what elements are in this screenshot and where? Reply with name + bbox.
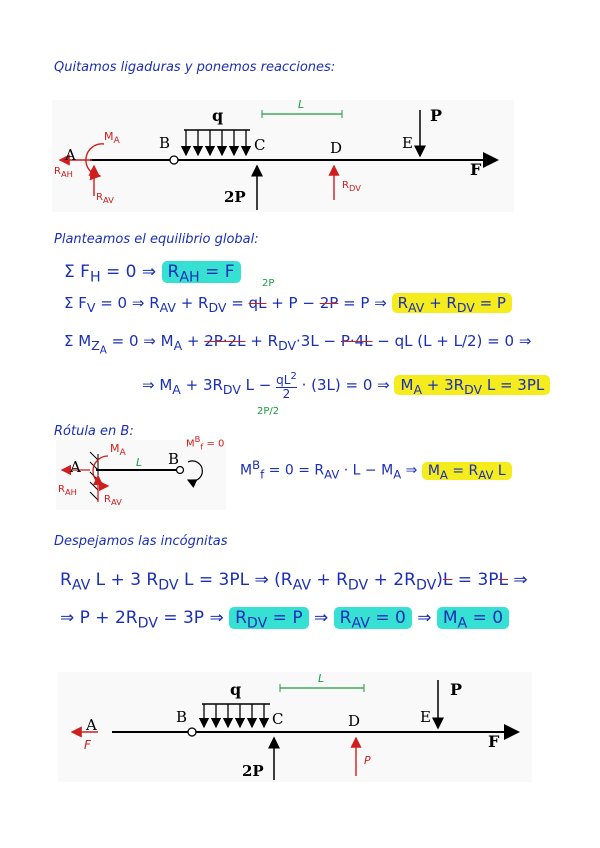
- hinge-label-rah: $R_{AH}$: [58, 484, 77, 497]
- sol-node-d: D: [348, 712, 361, 730]
- sol-node-c: C: [272, 710, 284, 728]
- node-d: D: [330, 139, 343, 157]
- sol-label-p-up: P: [364, 754, 371, 767]
- result-ma-rav-l: $M_A = R_{AV}$ L: [422, 462, 512, 480]
- hinge-label-ma: $M_A$: [110, 442, 126, 459]
- sol-label-f: F: [488, 732, 500, 751]
- heading-equilibrio: Planteamos el equilibrio global:: [54, 232, 259, 247]
- hinge-label-l: L: [136, 456, 143, 469]
- label-p: P: [430, 106, 443, 125]
- label-rav: $R_{AV}$: [96, 192, 114, 205]
- label-l: L: [298, 98, 305, 111]
- equation-solve-line1: $R_{AV}$ L + 3 $R_{DV}$ L = 3PL ⇒ $(R_{AV} + R_{DV} + 2R_{DV})L = 3PL$ ⇒: [60, 570, 528, 594]
- note-2p-half: 2P/2: [257, 406, 280, 417]
- hinge-node-a: A: [70, 458, 81, 476]
- sol-label-l: L: [318, 672, 325, 685]
- label-rdv: $R_{DV}$: [342, 180, 361, 193]
- node-e: E: [402, 134, 413, 152]
- beam-diagram-reactions: [52, 100, 514, 212]
- label-f: F: [470, 160, 482, 179]
- heading-reacciones: Quitamos ligaduras y ponemos reacciones:: [54, 60, 336, 75]
- result-rav: $R_{AV} = 0$: [334, 607, 412, 629]
- equation-moment-result: ⇒ $M_A + 3R_{DV}$ L − $\frac{qL^2}{2}$ · (3L) = 0 ⇒ $M_A + 3R_{DV}$ L = 3PL: [142, 370, 550, 401]
- result-rav-rdv: $R_{AV} + R_{DV} = P$: [392, 293, 512, 313]
- equation-hinge-moment: $M^B_f = 0 = R_{AV} \cdot L - M_A$ ⇒ $M_A = R_{AV}$ L: [240, 458, 512, 481]
- sol-label-2p: 2P: [242, 762, 264, 780]
- sol-label-p: P: [450, 680, 463, 699]
- node-c: C: [254, 136, 266, 154]
- node-b: B: [159, 134, 171, 152]
- sol-node-e: E: [420, 708, 431, 726]
- beam-diagram-svg: [52, 100, 514, 212]
- equation-sum-fv: Σ $F_V = 0$ ⇒ $R_{AV} + R_{DV}$ = qL + P − 2P = P ⇒ $R_{AV} + R_{DV} = P$: [64, 294, 512, 315]
- hinge-label-rav: $R_{AV}$: [104, 494, 122, 507]
- heading-despejamos: Despejamos las incógnitas: [54, 534, 228, 549]
- node-a: A: [65, 146, 76, 164]
- hinge-label-mfb: $M^B_f = 0$: [186, 434, 225, 452]
- result-rah: $R_{AH} = F$: [162, 261, 241, 283]
- result-ma: $M_A = 0$: [437, 607, 509, 629]
- sol-label-q: q: [230, 680, 242, 699]
- sol-label-f-left: F: [84, 738, 91, 752]
- label-rah: $R_{AH}$: [54, 166, 73, 179]
- label-ma: $M_A$: [104, 130, 120, 147]
- result-ma-3rdv: $M_A + 3R_{DV}$ L = 3PL: [394, 375, 550, 395]
- sol-node-a: A: [86, 716, 97, 734]
- result-rdv: $R_{DV} = P$: [229, 607, 308, 629]
- hinge-b: [170, 156, 178, 164]
- equation-sum-fh: Σ $F_H = 0$ ⇒ $R_{AH} = F$: [64, 262, 241, 285]
- equation-sum-mz: Σ $M_{Z_A} = 0$ ⇒ $M_A + 2P\cdot 2L + R_{DV}\cdot 3L - P\cdot 4L$ − qL (L + L/2) = 0 ⇒: [64, 332, 532, 357]
- equation-solve-line2: ⇒ $P + 2R_{DV} = 3P$ ⇒ $R_{DV} = P$ ⇒ $R_{AV} = 0$ ⇒ $M_A = 0$: [60, 608, 509, 631]
- label-q: q: [212, 106, 224, 125]
- note-2p: 2P: [262, 278, 275, 289]
- label-2p: 2P: [224, 188, 246, 206]
- beam-diagram-solution: [58, 672, 532, 782]
- heading-rotula: Rótula en B:: [54, 424, 134, 439]
- hinge-node-b: B: [168, 450, 180, 468]
- sol-node-b: B: [176, 708, 188, 726]
